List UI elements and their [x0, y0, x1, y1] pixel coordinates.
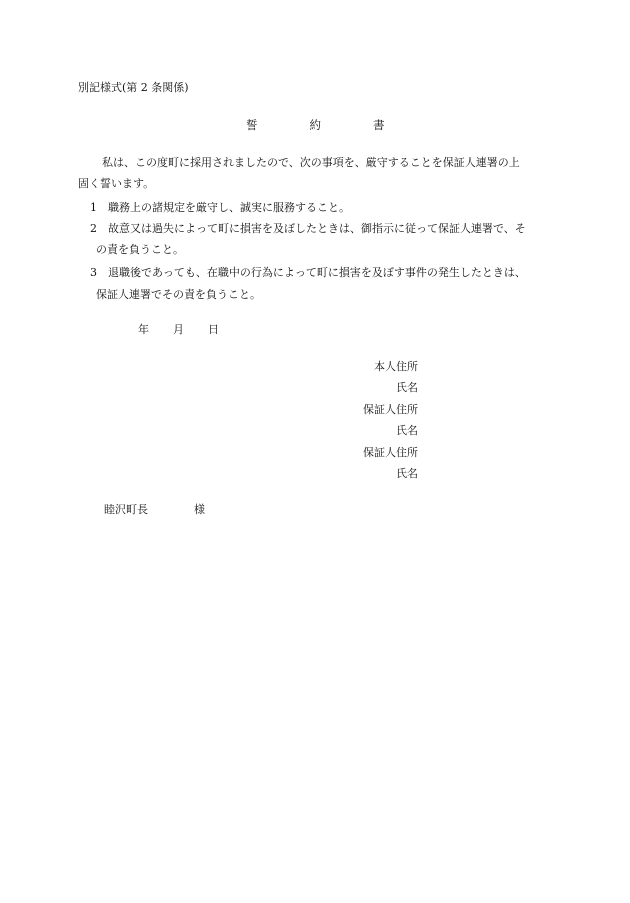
date-day-label: 日	[208, 323, 219, 336]
principal-name-label: 氏名	[396, 381, 418, 394]
item-text: 退職後であっても、在職中の行為によって町に損害を及ぼす事件の発生したときは、	[108, 266, 526, 279]
item-text-continued: の責を負うこと。	[96, 243, 184, 256]
guarantor2-address-label: 保証人住所	[363, 446, 418, 459]
honorific: 様	[194, 503, 205, 516]
guarantor2-name-label: 氏名	[396, 467, 418, 480]
principal-address-label: 本人住所	[374, 360, 418, 373]
document-title: 誓約書	[246, 118, 437, 132]
date-year-label: 年	[138, 323, 149, 336]
intro-line-1: 私は、この度町に採用されましたので、次の事項を、厳守することを保証人連署の上	[102, 156, 520, 169]
guarantor1-address-label: 保証人住所	[363, 403, 418, 416]
annex-label: 別記様式(第 2 条関係)	[78, 81, 189, 94]
guarantor1-name-label: 氏名	[396, 424, 418, 437]
item-text: 故意又は過失によって町に損害を及ぼしたときは、御指示に従って保証人連署で、そ	[108, 222, 526, 235]
intro-line-2: 固く誓います。	[78, 177, 155, 190]
item-text-continued: 保証人連署でその責を負うこと。	[96, 288, 261, 301]
item-text: 職務上の諸規定を厳守し、誠実に服務すること。	[108, 201, 350, 214]
addressee: 睦沢町長	[104, 503, 148, 516]
item-number: 3	[90, 266, 97, 279]
date-month-label: 月	[173, 323, 184, 336]
item-number: 1	[90, 201, 97, 214]
item-number: 2	[90, 222, 97, 235]
